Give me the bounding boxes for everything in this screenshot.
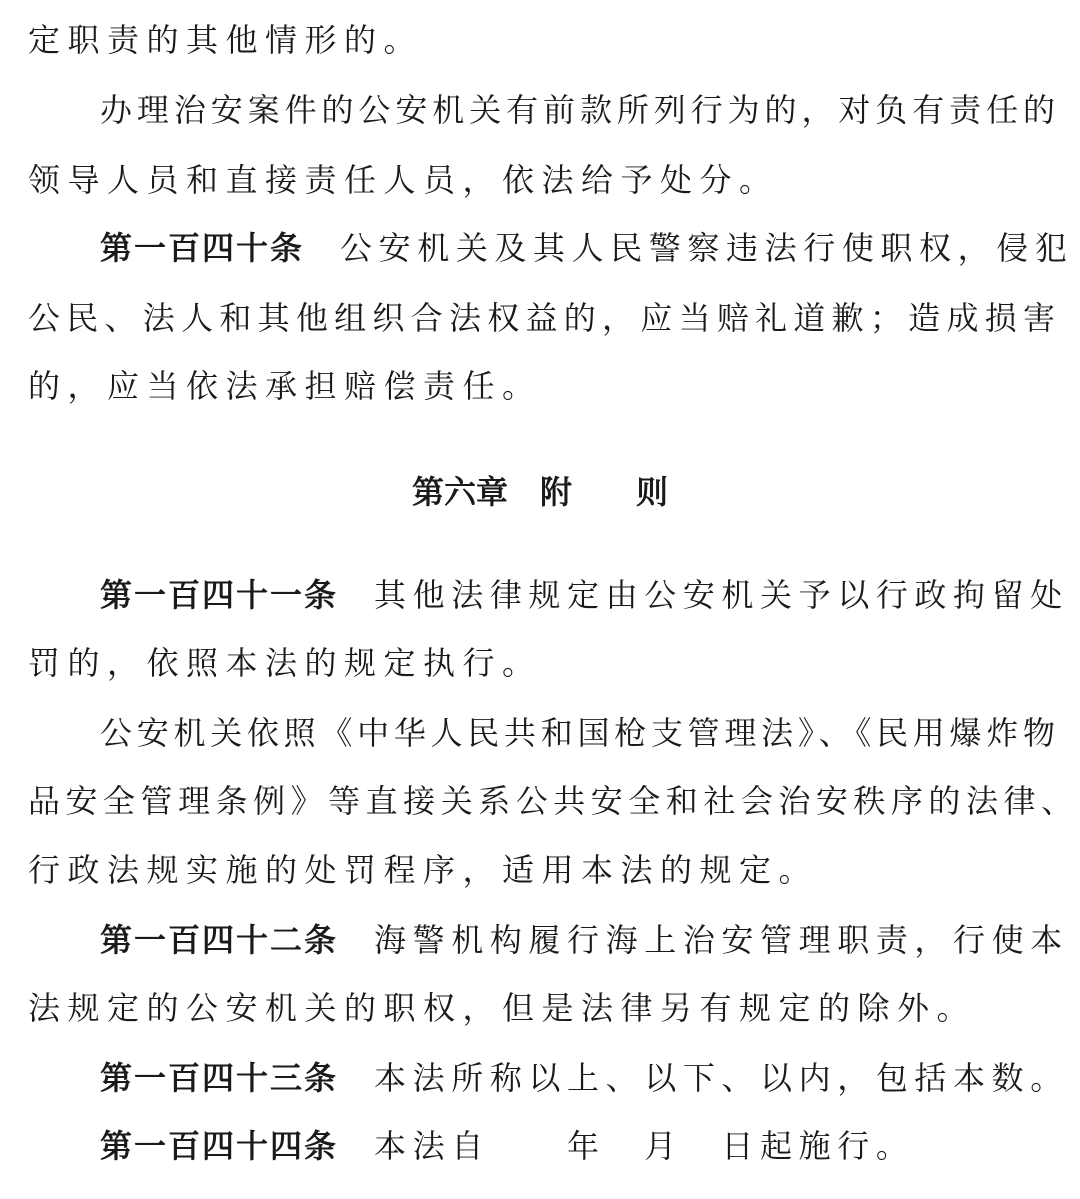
text-line (28, 20, 423, 60)
line-text: 法规定的公安机关的职权，但是法律另有规定的除外。 (28, 989, 977, 1027)
line-text: 公安机关依照《中华人民共和国枪支管理法》、《民用爆炸物 (100, 714, 1055, 752)
line-text: 的，应当依法承担赔偿责任。 (28, 367, 542, 405)
text-line (100, 713, 1055, 753)
text-line (28, 850, 818, 890)
text-line (100, 90, 1055, 130)
article-label: 第一百四十二条 (100, 921, 339, 959)
line-text: 定职责的其他情形的。 (28, 21, 424, 59)
line-text: 领导人员和直接责任人员，依法给予处分。 (28, 161, 779, 199)
line-text: 罚的，依照本法的规定执行。 (28, 644, 542, 682)
article-label: 第一百四十四条 (100, 1127, 339, 1165)
line-text: 品安全管理条例》等直接关系公共安全和社会治安秩序的法律、 (28, 782, 1073, 820)
chapter-heading: 第六章 附 则 (411, 473, 668, 511)
text-line (28, 298, 1055, 338)
text-line (28, 643, 542, 683)
article-144 (100, 1126, 914, 1166)
text-line (28, 160, 779, 200)
article-label: 第一百四十三条 (100, 1059, 339, 1097)
line-text: 本法自 年 月 日起施行。 (374, 1127, 915, 1165)
line-text: 其他法律规定由公安机关予以行政拘留处 (374, 576, 1069, 614)
article-141 (100, 575, 1069, 615)
article-143 (100, 1058, 1069, 1098)
line-text: 办理治安案件的公安机关有前款所列行为的，对负有责任的 (100, 91, 1055, 129)
article-142 (100, 920, 1069, 960)
article-140 (100, 228, 1073, 268)
line-text: 行政法规实施的处罚程序，适用本法的规定。 (28, 851, 819, 889)
line-text: 公民、法人和其他组织合法权益的，应当赔礼道歉；造成损害 (28, 299, 1055, 337)
text-line (28, 781, 1073, 821)
line-text: 海警机构履行海上治安管理职责，行使本 (374, 921, 1069, 959)
text-line (28, 366, 542, 406)
text-line (28, 988, 976, 1028)
line-text: 本法所称以上、以下、以内，包括本数。 (374, 1059, 1069, 1097)
line-text: 公安机关及其人民警察违法行使职权，侵犯 (340, 229, 1074, 267)
article-label: 第一百四十一条 (100, 576, 339, 614)
article-label: 第一百四十条 (100, 229, 305, 267)
